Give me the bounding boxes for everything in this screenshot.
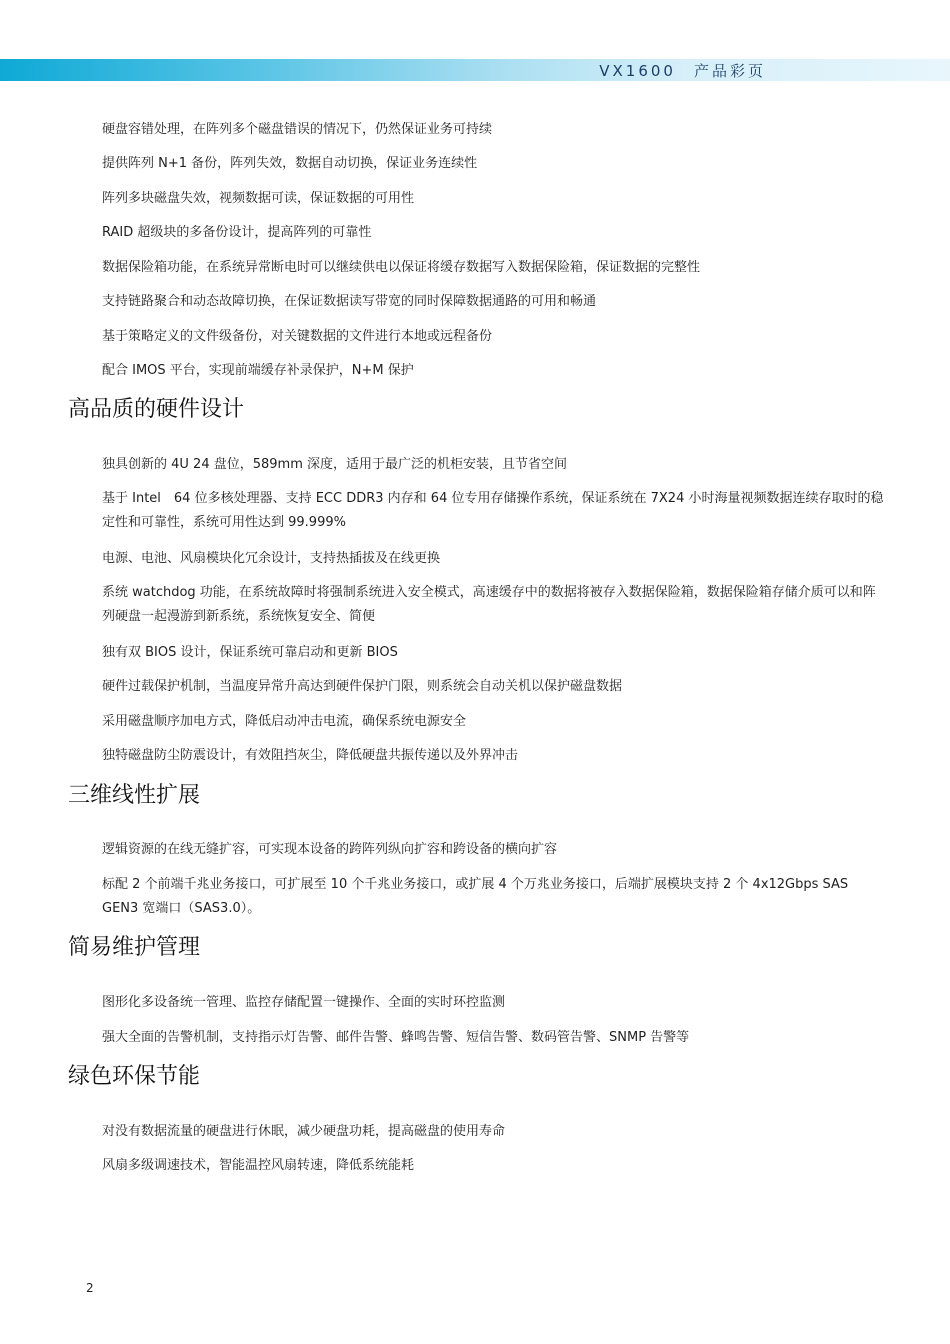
list-item: 对没有数据流量的硬盘进行休眠，减少硬盘功耗，提高磁盘的使用寿命 [102, 1124, 506, 1139]
list-item: 独有双 BIOS 设计，保证系统可靠启动和更新 BIOS [102, 645, 398, 660]
list-item: 标配 2 个前端千兆业务接口，可扩展至 10 个千兆业务接口，或扩展 4 个万兆业务接口，后端扩展模块支持 2 个 4x12Gbps SAS GEN3 宽端口（SAS3.0）。 [102, 877, 849, 916]
list-item: 数据保险箱功能，在系统异常断电时可以继续供电以保证将缓存数据写入数据保险箱，保证数据的完整性 [102, 260, 701, 275]
list-item: 硬件过载保护机制，当温度异常升高达到硬件保护门限，则系统会自动关机以保护磁盘数据 [102, 679, 623, 694]
header-model: VX1600 [599, 62, 676, 80]
list-item: 独特磁盘防尘防震设计，有效阻挡灰尘，降低硬盘共振传递以及外界冲击 [102, 748, 519, 763]
list-item: 基于策略定义的文件级备份，对关键数据的文件进行本地或远程备份 [102, 329, 493, 344]
header-band [0, 59, 950, 81]
list-item: 配合 IMOS 平台，实现前端缓存补录保护，N+M 保护 [102, 363, 414, 378]
page-number: 2 [86, 1281, 94, 1295]
header-title [599, 61, 766, 81]
list-item: 基于 Intel 64 位多核处理器、支持 ECC DDR3 内存和 64 位专用存储操作系统，保证系统在 7X24 小时海量视频数据连续存取时的稳定性和可靠性，系统可用性达到 99.999% [102, 491, 884, 530]
section-heading-maintenance: 简易维护管理 [68, 935, 201, 960]
list-item: 逻辑资源的在线无缝扩容，可实现本设备的跨阵列纵向扩容和跨设备的横向扩容 [102, 842, 558, 857]
list-item: 采用磁盘顺序加电方式，降低启动冲击电流，确保系统电源安全 [102, 714, 467, 729]
section-heading-green: 绿色环保节能 [68, 1064, 201, 1089]
list-item: 图形化多设备统一管理、监控存储配置一键操作、全面的实时环控监测 [102, 995, 506, 1010]
section-heading-expansion: 三维线性扩展 [68, 783, 201, 808]
list-item: 支持链路聚合和动态故障切换，在保证数据读写带宽的同时保障数据通路的可用和畅通 [102, 294, 597, 309]
list-item: 电源、电池、风扇模块化冗余设计，支持热插拔及在线更换 [102, 551, 441, 566]
header-doc-title: 产品彩页 [693, 62, 766, 80]
list-item: 硬盘容错处理，在阵列多个磁盘错误的情况下，仍然保证业务可持续 [102, 122, 493, 137]
list-item: RAID 超级块的多备份设计，提高阵列的可靠性 [102, 225, 372, 240]
list-item: 提供阵列 N+1 备份，阵列失效，数据自动切换，保证业务连续性 [102, 156, 478, 171]
list-item: 风扇多级调速技术，智能温控风扇转速，降低系统能耗 [102, 1158, 415, 1173]
list-item: 阵列多块磁盘失效，视频数据可读，保证数据的可用性 [102, 191, 415, 206]
list-item: 强大全面的告警机制，支持指示灯告警、邮件告警、蜂鸣告警、短信告警、数码管告警、SNMP 告警等 [102, 1030, 690, 1045]
section-heading-hardware: 高品质的硬件设计 [68, 397, 245, 422]
list-item: 系统 watchdog 功能，在系统故障时将强制系统进入安全模式，高速缓存中的数据将被存入数据保险箱，数据保险箱存储介质可以和阵列硬盘一起漫游到新系统，系统恢复安全、简便 [102, 585, 876, 624]
list-item: 独具创新的 4U 24 盘位，589mm 深度，适用于最广泛的机柜安装，且节省空间 [102, 457, 567, 472]
